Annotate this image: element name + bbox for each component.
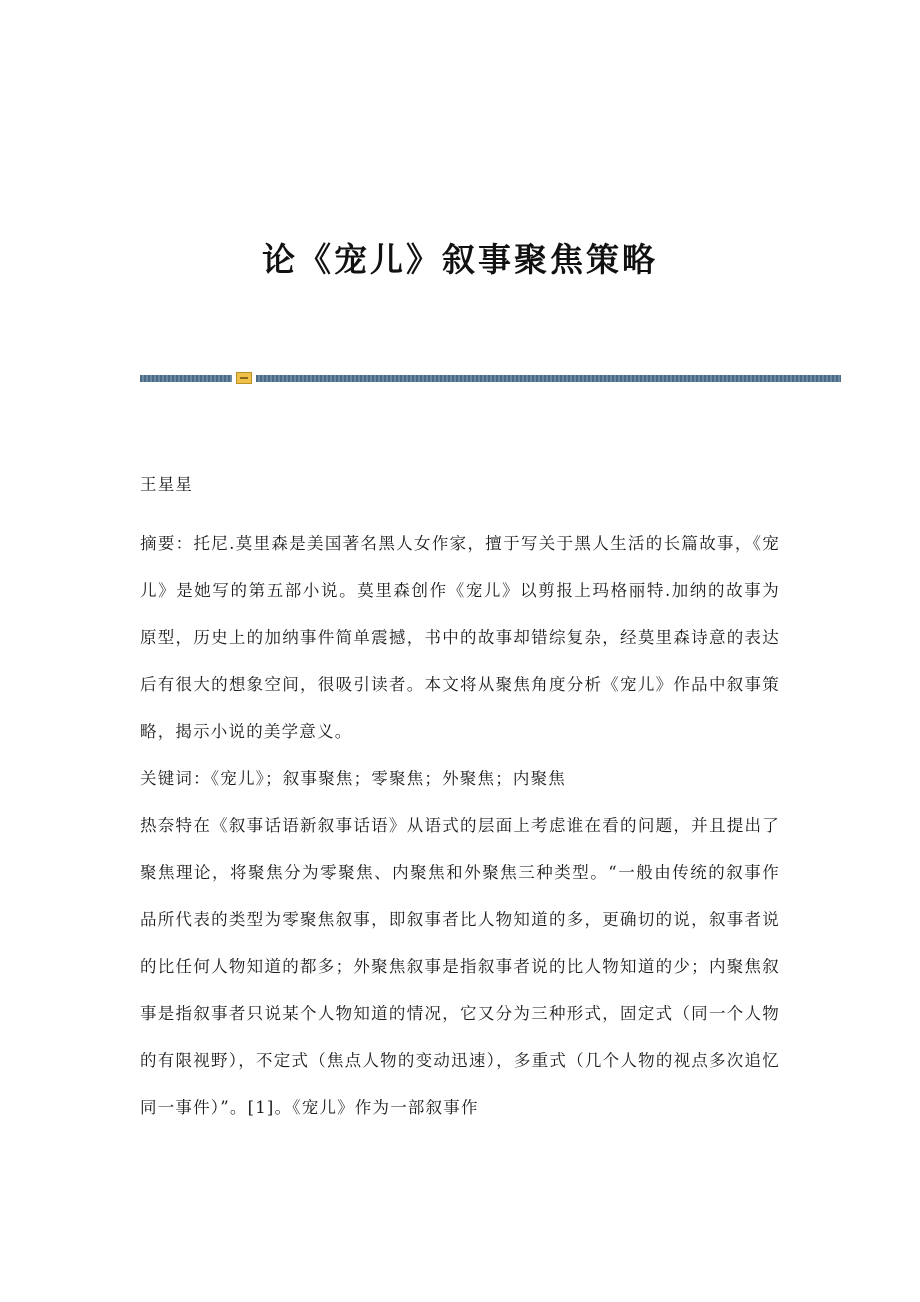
- document-title: 论《宠儿》叙事聚焦策略: [262, 240, 658, 280]
- divider-bar-left: [140, 375, 232, 382]
- title-divider: [140, 372, 841, 384]
- abstract-paragraph: 摘要：托尼.莫里森是美国著名黑人女作家，擅于写关于黑人生活的长篇故事，《宠儿》是她写的第五部小说。莫里森创作《宠儿》以剪报上玛格丽特.加纳的故事为原型，历史上的加纳事件简单震撼，书中的故事却错综复杂，经莫里森诗意的表达后有很大的想象空间，很吸引读者。本文将从聚焦角度分析《宠儿》作品中叙事策略，揭示小说的美学意义。: [140, 534, 780, 741]
- document-body: [140, 470, 780, 1131]
- body-paragraph: 热奈特在《叙事话语新叙事话语》从语式的层面上考虑谁在看的问题，并且提出了聚焦理论，将聚焦分为零聚焦、内聚焦和外聚焦三种类型。“一般由传统的叙事作品所代表的类型为零聚焦叙事，即叙事者比人物知道的多，更确切的说，叙事者说的比任何人物知道的都多；外聚焦叙事是指叙事者说的比人物知道的少；内聚焦叙事是指叙事者只说某个人物知道的情况，它又分为三种形式，固定式（同一个人物的有限视野），不定式（焦点人物的变动迅速），多重式（几个人物的视点多次追忆同一事件）”。[1]。《宠儿》作为一部叙事作: [140, 816, 780, 1117]
- author-name: 王星星: [140, 475, 194, 494]
- keywords-line: 关键词：《宠儿》；叙事聚焦；零聚焦；外聚焦；内聚焦: [140, 769, 566, 788]
- divider-ornament-icon: [236, 372, 252, 384]
- divider-bar-right: [256, 375, 841, 382]
